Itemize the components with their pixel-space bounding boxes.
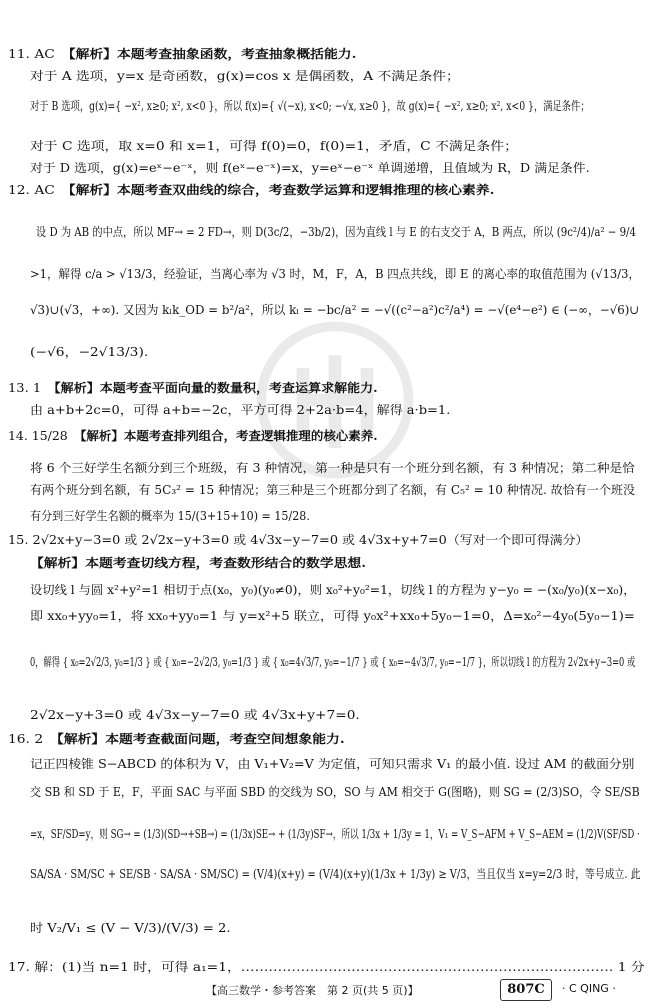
line-text: 设切线 l 与圆 x²+y²=1 相切于点(x₀，y₀)(y₀≠0)，则 x₀²+y₀²=1，切线 l 的方程为 y−y₀ = −(x₀/y₀)(x−x₀)， — [30, 583, 636, 597]
analysis-tag: 【解析】 — [73, 429, 124, 443]
answer-line — [0, 376, 653, 400]
analysis-tag: 【解析】 — [61, 183, 117, 197]
line-text: 对于 D 选项，g(x)=eˣ−e⁻ˣ，则 f(eˣ−e⁻ˣ)=x，y=eˣ−e⁻ˣ 单调递增，且值域为 R，D 满足条件. — [30, 161, 590, 175]
line-text: 由 a+b+2c=0，可得 a+b=−2c，平方可得 2+2a·b=4，解得 a·b=1. — [30, 403, 451, 417]
line-text: 0，解得 { x₀=2√2/3, y₀=1/3 } 或 { x₀=−2√2/3, y₀=1/3 } 或 { x₀=4√3/7, y₀=−1/7 } 或 { x₀=−4√3/7, y₀=−1/7 }，所以切线 l 的方程为 2√2x+y−3=0 或 — [30, 655, 636, 669]
line-text: 2√2x−y+3=0 或 4√3x−y−7=0 或 4√3x+y+7=0. — [30, 708, 360, 722]
answer-line — [0, 727, 653, 751]
analysis-tag: 【解析】 — [47, 381, 100, 395]
line-text: 17. 解：(1)当 n=1 时，可得 a₁=1，……………………………………………………………………… 1 分 — [8, 960, 645, 974]
answer-line — [0, 862, 653, 886]
question-number: 13. 1 — [8, 381, 42, 395]
question-number: 16. 2 — [8, 732, 44, 746]
line-text: 记正四棱锥 S−ABCD 的体积为 V，由 V₁+V₂=V 为定值，可知只需求 V₁ 的最小值. 设过 AM 的截面分别 — [30, 757, 635, 771]
answer-line — [0, 504, 653, 528]
answer-line — [0, 64, 653, 88]
footer-brand: · C QING · — [562, 982, 616, 995]
line-text: √3)∪(√3，+∞). 又因为 kₗk_OD = b²/a²，所以 kₗ = −bc/a² = −√((c²−a²)c²/a⁴) = −√(e⁴−e²) ∈ (−∞，−√6)∪ — [30, 303, 640, 317]
answer-line — [0, 262, 653, 286]
page-footer — [0, 978, 653, 1004]
answer-line — [0, 298, 653, 322]
answer-line — [0, 424, 653, 448]
line-text: 15. 2√2x+y−3=0 或 2√2x−y+3=0 或 4√3x−y−7=0 或 4√3x+y+7=0（写对一个即可得满分） — [8, 533, 589, 547]
line-text: (−√6，−2√13/3). — [30, 345, 149, 359]
answer-line — [0, 94, 653, 118]
line-text: 即 xx₀+yy₀=1，将 xx₀+yy₀=1 与 y=x²+5 联立，可得 y₀x²+xx₀+5y₀−1=0，Δ=x₀²−4y₀(5y₀−1)= — [30, 609, 635, 623]
answer-line — [0, 156, 653, 180]
analysis-heading: 本题考查切线方程，考查数形结合的数学思想. — [85, 556, 367, 570]
answer-line — [0, 478, 653, 502]
answer-line — [0, 134, 653, 158]
question-number: 12. AC — [8, 183, 55, 197]
line-text: 对于 C 选项，取 x=0 和 x=1，可得 f(0)=0，f(0)=1，矛盾，C 不满足条件； — [30, 139, 518, 153]
line-text: >1，解得 c/a > √13/3，经验证，当离心率为 √3 时，M，F，A，B 四点共线，即 E 的离心率的取值范围为 (√13/3， — [30, 267, 640, 281]
answer-line — [0, 578, 653, 602]
answer-line — [0, 551, 653, 575]
line-text: 对于 A 选项，y=x 是奇函数，g(x)=cos x 是偶函数，A 不满足条件； — [30, 69, 460, 83]
answer-line — [0, 604, 653, 628]
answer-line — [0, 752, 653, 776]
answer-line — [0, 42, 653, 66]
footer-text: 【高三数学・参考答案 第 2 页(共 5 页)】 — [206, 984, 419, 997]
line-text: 设 D 为 AB 的中点，所以 MF→ = 2 FD→，则 D(3c/2，−3b/2)，因为直线 l 与 E 的右支交于 A，B 两点，所以 (9c²/4)/a² − 9/4 — [36, 225, 636, 239]
answer-line — [0, 703, 653, 727]
line-text: 交 SB 和 SD 于 E，F，平面 SAC 与平面 SBD 的交线为 SO，SO 与 AM 相交于 G(图略)，则 SG = (2/3)SO，令 SE/SB — [30, 785, 640, 799]
line-text: 对于 B 选项，g(x)={ −x², x≥0; x², x<0 }，所以 f(x)={ √(−x), x<0; −√x, x≥0 }，故 g(x)={ −x², x≥0; x², x<0 }，满足条件； — [30, 99, 590, 113]
question-number: 11. AC — [8, 47, 55, 61]
answer-line — [0, 456, 653, 480]
analysis-heading: 本题考查排列组合，考查逻辑推理的核心素养. — [123, 429, 378, 443]
analysis-heading: 本题考查截面问题，考查空间想象能力. — [105, 732, 345, 746]
analysis-heading: 本题考查平面向量的数量积，考查运算求解能力. — [99, 381, 378, 395]
answer-line — [0, 528, 653, 552]
analysis-tag: 【解析】 — [61, 47, 117, 61]
line-text: 将 6 个三好学生名额分到三个班级，有 3 种情况，第一种是只有一个班分到名额，有 3 种情况；第二种是恰 — [30, 461, 635, 475]
answer-line — [0, 780, 653, 804]
line-text: SA/SA · SM/SC + SE/SB · SA/SA · SM/SC) = (V/4)(x+y) = (V/4)(x+y)(1/3x + 1/3y) ≥ V/3，当且仅当 x=y=2/3 时，等号成立. 此 — [30, 867, 641, 881]
exam-code-badge: 807C — [500, 979, 552, 1001]
line-text: 有分到三好学生名额的概率为 15/(3+15+10) = 15/28. — [30, 509, 310, 523]
analysis-tag: 【解析】 — [50, 732, 106, 746]
answer-line — [0, 178, 653, 202]
answer-line — [0, 340, 653, 364]
answer-line — [0, 822, 653, 846]
line-text: 时 V₂/V₁ ≤ (V − V/3)/(V/3) = 2. — [30, 921, 231, 935]
analysis-heading: 本题考查抽象函数，考查抽象概括能力. — [116, 47, 357, 61]
line-text: =x，SF/SD=y，则 SG→ = (1/3)(SD→+SB→) = (1/3x)SE→ + (1/3y)SF→，所以 1/3x + 1/3y = 1，V₁ = V_S−AFM + V_S−AEM = (1/2)V(SF/SD · — [30, 827, 640, 841]
answer-line — [0, 955, 653, 979]
analysis-heading: 本题考查双曲线的综合，考查数学运算和逻辑推理的核心素养. — [116, 183, 495, 197]
answer-line — [0, 916, 653, 940]
line-text: 有两个班分到名额，有 5C₃² = 15 种情况；第三种是三个班都分到了名额，有 C₅² = 10 种情况. 故恰有一个班没 — [30, 483, 636, 497]
answer-line — [0, 398, 653, 422]
answer-line — [0, 650, 653, 674]
answer-line — [0, 220, 653, 244]
question-number: 14. 15/28 — [8, 429, 68, 443]
analysis-tag: 【解析】 — [30, 556, 86, 570]
